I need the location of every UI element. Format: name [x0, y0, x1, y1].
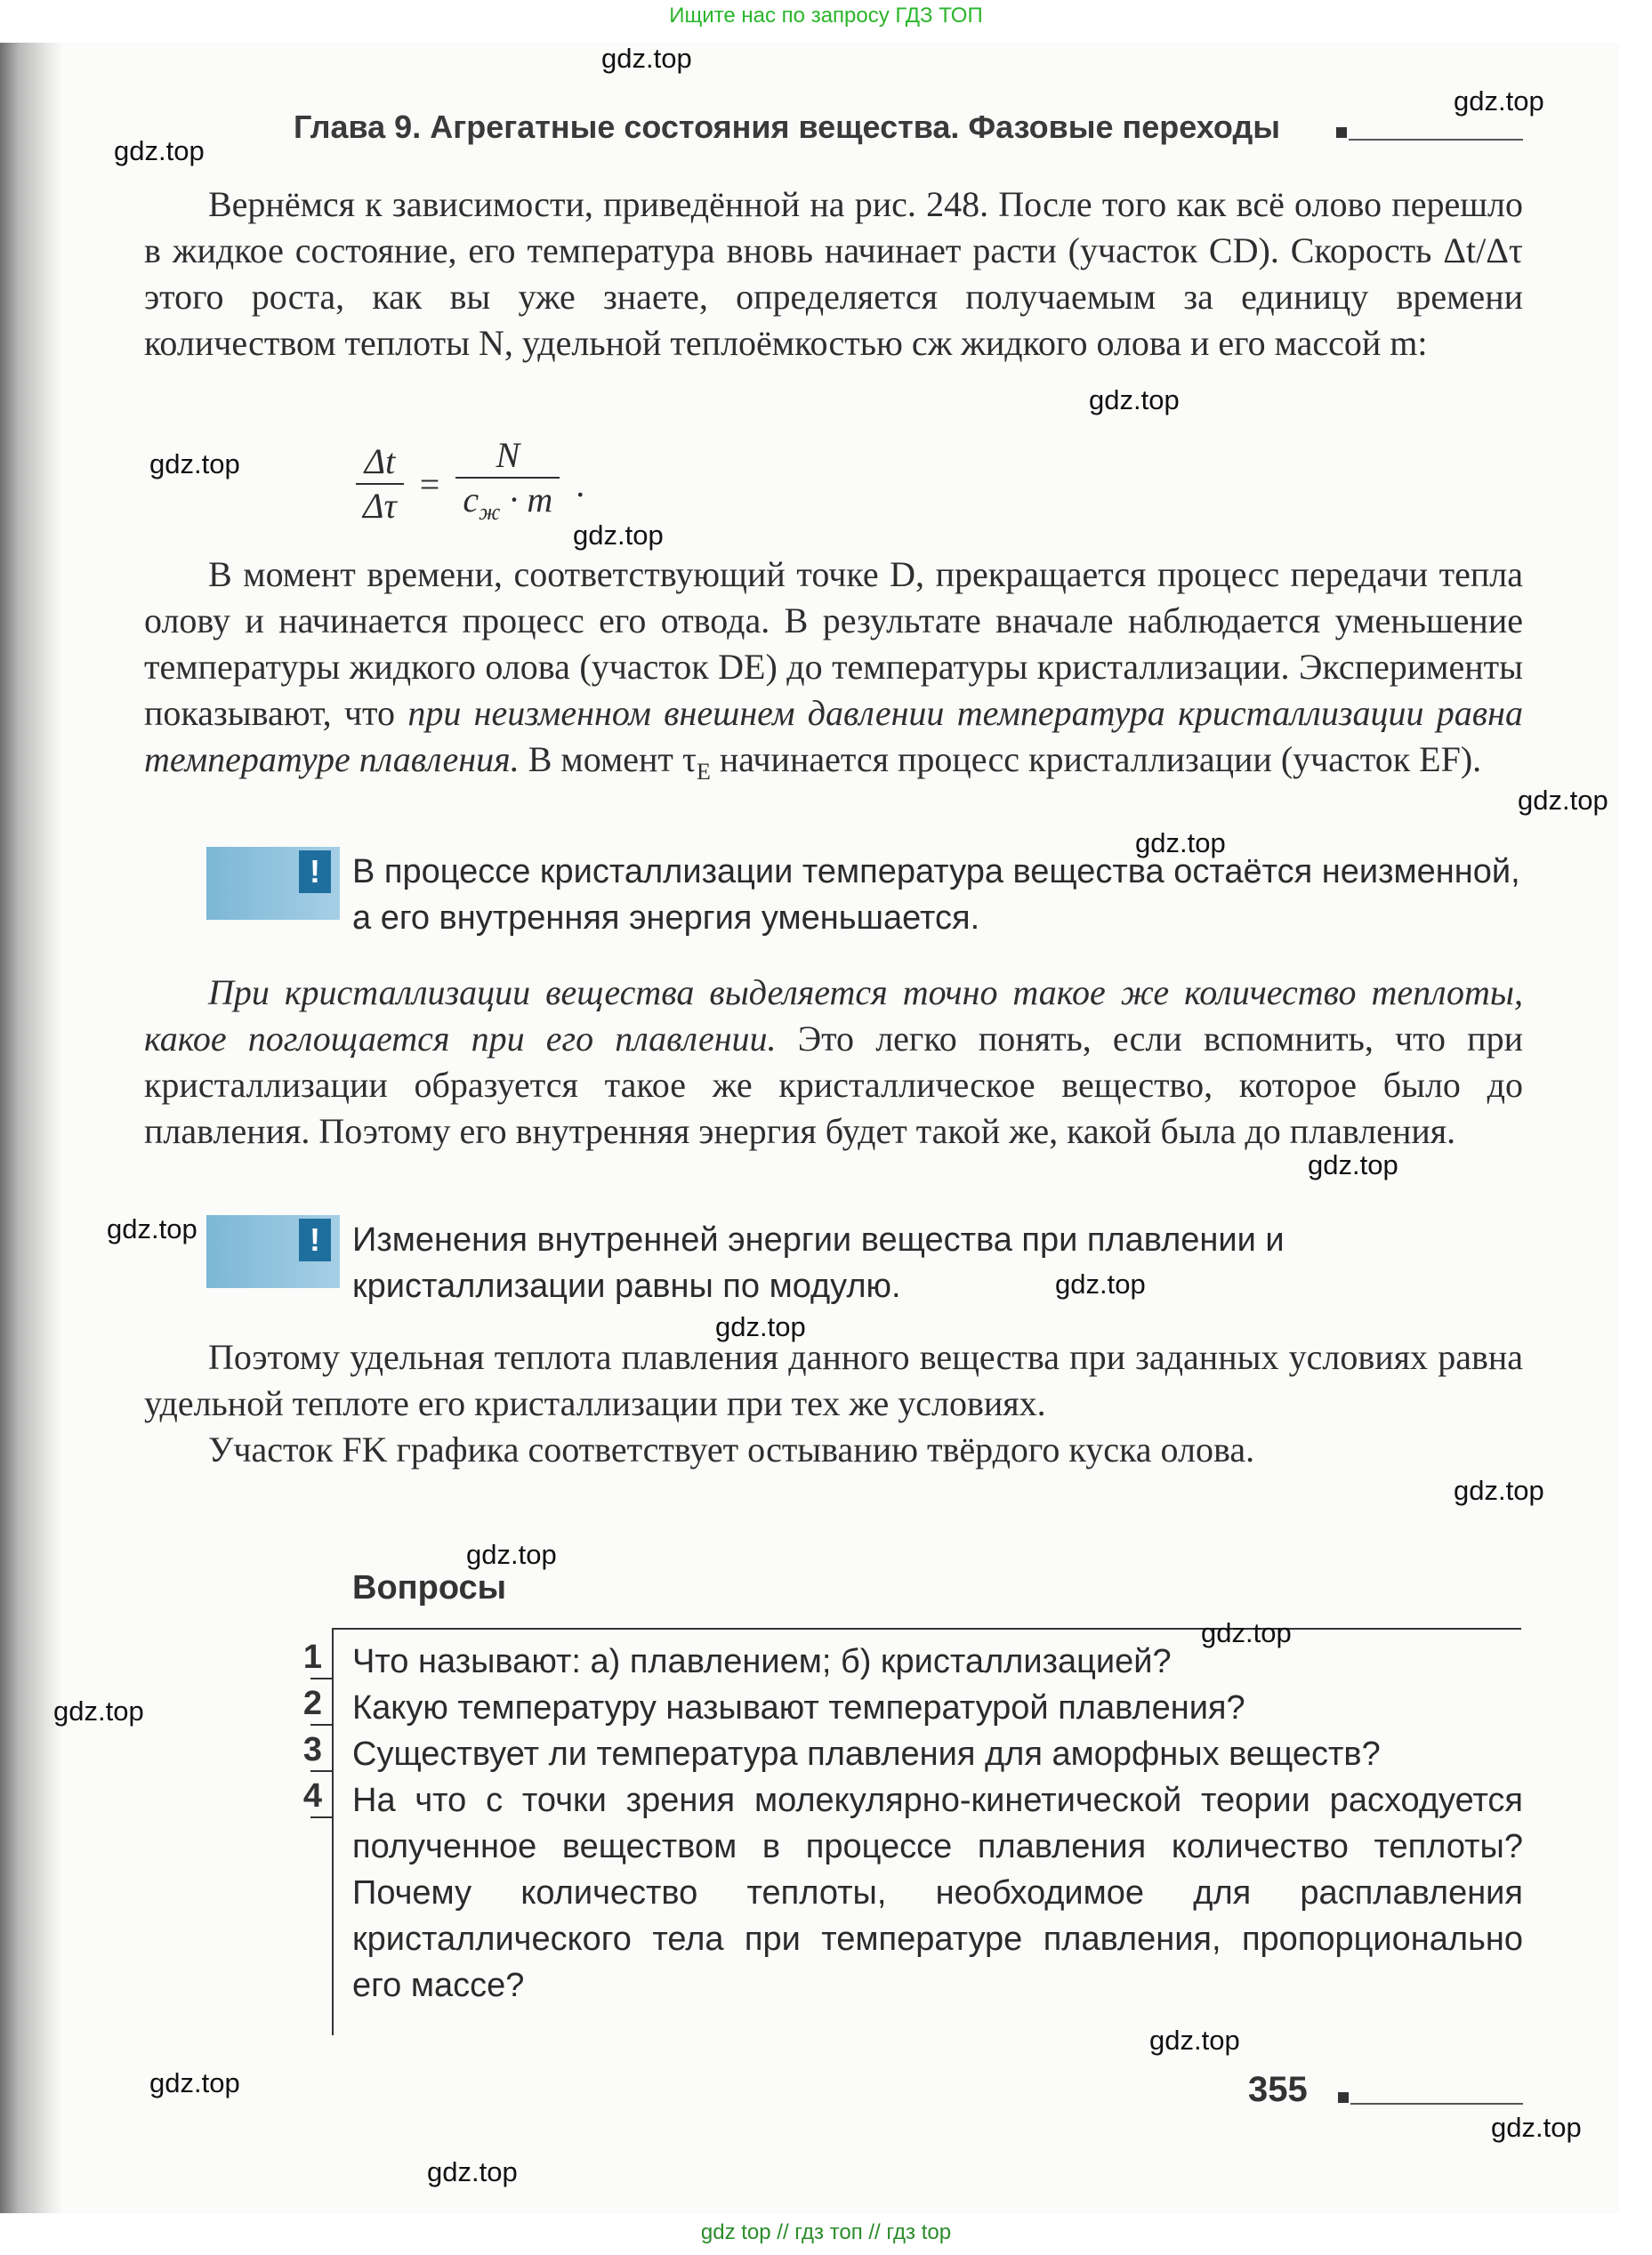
watermark: gdz.top	[1308, 1149, 1398, 1180]
watermark: gdz.top	[114, 135, 205, 166]
watermark: gdz.top	[1089, 384, 1180, 415]
watermark: gdz.top	[1454, 1475, 1544, 1506]
callout-icon-1	[206, 847, 340, 920]
watermark: gdz.top	[1135, 827, 1226, 858]
watermark: gdz.top	[1454, 85, 1544, 117]
exclamation-icon: !	[299, 1219, 331, 1261]
question-tick	[310, 1724, 332, 1726]
question-number: 4	[302, 1777, 322, 1815]
heating-rate-formula	[356, 434, 592, 534]
watermark: gdz.top	[427, 2156, 518, 2187]
question-number: 1	[302, 1639, 322, 1676]
emphasis-crystallization-temperature: при неизменном внешнем давлении температура кристаллизации равна температуре плавления.	[144, 693, 1523, 779]
watermark: gdz.top	[149, 448, 240, 479]
question-tick	[310, 1770, 332, 1772]
formula-lhs-fraction: $\frac{\Delta t}{\Delta\tau}$	[356, 440, 404, 528]
paragraph-fk-segment: Участок FK графика соответствует остыванию твёрдого куска олова.	[208, 1430, 1255, 1470]
formula-equals: =	[419, 463, 440, 504]
question-number: 2	[302, 1685, 322, 1722]
questions-bracket-top	[332, 1628, 1521, 1630]
watermark: gdz.top	[53, 1695, 144, 1727]
emphasis-heat-release: При кристаллизации вещества выделяется точно такое же количество теплоты, какое поглощается при его плавлении.	[144, 972, 1523, 1059]
top-banner[interactable]: Ищите нас по запросу ГДЗ ТОП	[669, 4, 983, 28]
paragraph-melting-continued: Вернёмся к зависимости, приведённой на рис. 248. После того как всё олово перешло в жидкое состояние, его температура вновь начинает расти (участок CD). Скорость Δt/Δτ этого роста, как вы уже знаете, определяется получаемым за единицу времени количеством теплоты N, удельной теплоёмкостью cж жидкого олова и его массой m:	[144, 184, 1523, 363]
bottom-banner[interactable]: gdz top // гдз топ // гдз top	[700, 2220, 952, 2244]
paragraph-specific-heat: Поэтому удельная теплота плавления данного вещества при заданных условиях равна удельной теплоте его кристаллизации при тех же условиях.	[144, 1337, 1523, 1423]
questions-bracket-vertical	[332, 1628, 334, 2035]
watermark: gdz.top	[573, 519, 664, 551]
exclamation-icon: !	[299, 850, 331, 893]
watermark: gdz.top	[715, 1311, 806, 1342]
watermark: gdz.top	[601, 43, 692, 74]
callout-icon-2	[206, 1215, 340, 1288]
question-text: На что с точки зрения молекулярно-кинетической теории расходуется полученное веществом в процессе плавления количество теплоты? Почему количество теплоты, необходимое для расплавления кристаллического тела при температуре плавления, пропорционально его массе?	[352, 1782, 1523, 2004]
chapter-header: Глава 9. Агрегатные состояния вещества. Фазовые переходы	[294, 109, 1281, 145]
question-tick	[310, 1816, 332, 1818]
page-square-mark	[1338, 2092, 1349, 2103]
paragraph-crystallization-start: В момент времени, соответствующий точке D, прекращается процесс передачи тепла олову и начинается процесс его отвода. В результате вначале наблюдается уменьшение температуры жидкого олова (участок DE) до температуры кристаллизации. Эксперименты показывают, что при неизменном внешнем давлении температура кристаллизации равна температуре плавления. В момент $\tau_E$ начинается процесс кристаллизации (участок EF).	[144, 554, 1523, 785]
callout-text-1: В процессе кристаллизации температура вещества остаётся неизменной, а его внутренняя энергия уменьшается.	[352, 853, 1520, 937]
question-tick	[310, 1678, 332, 1679]
watermark: gdz.top	[149, 2067, 240, 2098]
watermark: gdz.top	[1201, 1617, 1292, 1648]
question-text: Какую температуру называют температурой плавления?	[352, 1689, 1245, 1727]
watermark: gdz.top	[1055, 1268, 1146, 1300]
watermark: gdz.top	[1149, 2025, 1240, 2056]
header-rule	[1349, 139, 1523, 141]
watermark: gdz.top	[466, 1539, 557, 1570]
questions-title: Вопросы	[352, 1569, 507, 1607]
callout-text-2: Изменения внутренней энергии вещества при плавлении и кристаллизации равны по модулю.	[352, 1221, 1285, 1305]
question-number: 3	[302, 1731, 322, 1768]
watermark: gdz.top	[1491, 2112, 1582, 2143]
book-spine-shadow	[0, 43, 62, 2213]
question-text: Что называют: а) плавлением; б) кристаллизацией?	[352, 1643, 1172, 1680]
watermark: gdz.top	[107, 1213, 197, 1244]
question-text: Существует ли температура плавления для аморфных веществ?	[352, 1736, 1381, 1773]
page-number: 355	[1248, 2070, 1308, 2109]
formula-rhs-fraction: $\frac{N}{c_ж \cdot m}$	[455, 434, 560, 534]
header-square-mark	[1336, 127, 1347, 138]
paragraph-heat-release: При кристаллизации вещества выделяется точно такое же количество теплоты, какое поглощается при его плавлении. Это легко понять, если вспомнить, что при кристаллизации образуется такое же кристаллическое вещество, которое было до плавления. Поэтому его внутренняя энергия будет такой же, какой была до плавления.	[144, 972, 1523, 1151]
formula-period: .	[576, 463, 585, 504]
watermark: gdz.top	[1518, 785, 1608, 816]
page-rule	[1350, 2103, 1523, 2105]
